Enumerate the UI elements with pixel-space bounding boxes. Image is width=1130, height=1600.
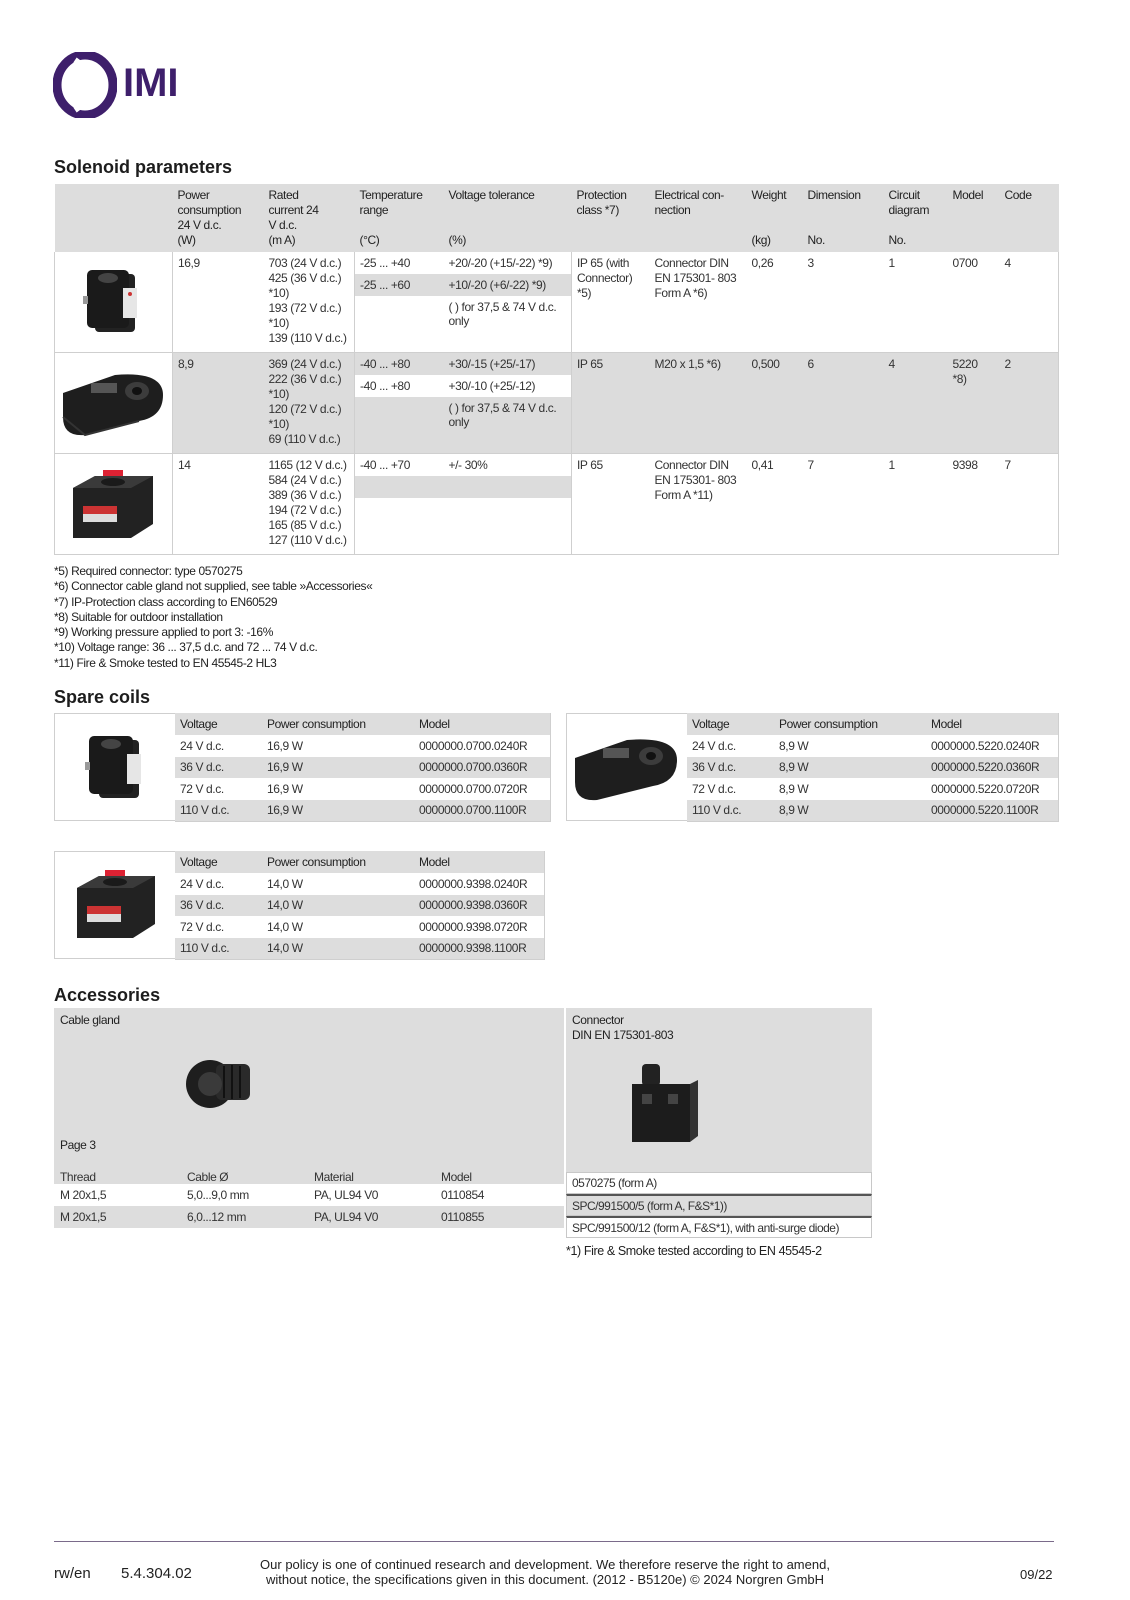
- solenoid-header-row: [55, 184, 1059, 252]
- row-0700-current: 703 (24 V d.c.) 425 (36 V d.c.) *10) 193 (72 V d.c.) *10) 139 (110 V d.c.): [264, 252, 355, 353]
- header-model: Model: [948, 184, 1000, 252]
- row-0700-dim: 3: [803, 252, 884, 353]
- spare-header-row: Voltage Power consumption Model: [687, 713, 1058, 735]
- imi-logo-mark-icon: [53, 52, 117, 118]
- table-row: 72 V d.c. 8,9 W 0000000.5220.0720R: [687, 778, 1058, 800]
- row-5220-power: 8,9: [173, 353, 264, 454]
- row-9398-power: 14: [173, 454, 264, 555]
- table-row: 72 V d.c. 14,0 W 0000000.9398.0720R: [175, 916, 544, 938]
- row-5220-code: 2: [1000, 353, 1059, 454]
- row-9398-elec: Connector DIN EN 175301- 803 Form A *11): [650, 454, 747, 555]
- row-9398-circ: 1: [884, 454, 948, 555]
- header-power: Power consumption 24 V d.c. (W): [173, 184, 264, 252]
- coil-9398-picture: [55, 454, 173, 550]
- table-row: 110 V d.c. 16,9 W 0000000.0700.1100R: [175, 800, 550, 822]
- footnote: *10) Voltage range: 36 ... 37,5 d.c. and 72 ... 74 V d.c.: [54, 640, 318, 655]
- table-row: M 20x1,5 5,0...9,0 mm PA, UL94 V0 0110854: [54, 1184, 564, 1206]
- connector-label: Connector DIN EN 175301-803: [572, 1013, 674, 1042]
- spare-coil-9398-image: [54, 851, 176, 959]
- row-9398-code: 7: [1000, 454, 1059, 555]
- cable-gland-label: Cable gland: [60, 1013, 120, 1027]
- row-5220-prot: IP 65: [572, 353, 650, 454]
- row-5220-dim: 6: [803, 353, 884, 454]
- row-5220-weight: 0,500: [747, 353, 803, 454]
- spare-coil-5220-image: [566, 713, 688, 821]
- row-9398-prot: IP 65: [572, 454, 650, 555]
- spare-coils-title: Spare coils: [54, 687, 151, 707]
- list-item: SPC/991500/12 (form A, F&S*1), with anti-surge diode): [566, 1216, 872, 1238]
- table-row: 24 V d.c. 16,9 W 0000000.0700.0240R: [175, 735, 550, 757]
- row-0700-power: 16,9: [173, 252, 264, 353]
- row-0700-weight: 0,26: [747, 252, 803, 353]
- list-item: 0570275 (form A): [566, 1172, 872, 1194]
- footer-doc-number: 5.4.304.02: [121, 1565, 192, 1582]
- footnote: *9) Working pressure applied to port 3: -16%: [54, 625, 273, 640]
- solenoid-coil-0700-image: [55, 252, 173, 353]
- row-0700-volt: +20/-20 (+15/-22) *9) +10/-20 (+6/-22) *9) ( ) for 37,5 & 74 V d.c. only: [444, 252, 572, 353]
- table-row: 110 V d.c. 14,0 W 0000000.9398.1100R: [175, 938, 544, 960]
- row-5220-model: 5220 *8): [948, 353, 1000, 454]
- row-5220-current: 369 (24 V d.c.) 222 (36 V d.c.) *10) 120 (72 V d.c.) *10) 69 (110 V d.c.): [264, 353, 355, 454]
- table-row: 110 V d.c. 8,9 W 0000000.5220.1100R: [687, 800, 1058, 822]
- row-9398-weight: 0,41: [747, 454, 803, 555]
- spare-header-row: Voltage Power consumption Model: [175, 713, 550, 735]
- spare-coil-5220-picture: [567, 714, 687, 820]
- spare-coils-table-0700: [54, 713, 550, 821]
- table-row: 36 V d.c. 8,9 W 0000000.5220.0360R: [687, 757, 1058, 779]
- row-5220-temp: -40 ... +80 -40 ... +80: [355, 353, 444, 454]
- table-row: 24 V d.c. 14,0 W 0000000.9398.0240R: [175, 873, 544, 895]
- row-5220-elec: M20 x 1,5 *6): [650, 353, 747, 454]
- solenoid-coil-5220-image: [55, 353, 173, 454]
- imi-logo-text: IMI: [123, 61, 179, 105]
- footnote: *8) Suitable for outdoor installation: [54, 609, 223, 624]
- footer-date: 09/22: [1020, 1567, 1053, 1582]
- solenoid-row-9398: [55, 454, 1059, 555]
- row-9398-temp: -40 ... +70: [355, 454, 444, 555]
- header-elec: Electrical con- nection: [650, 184, 747, 252]
- row-5220-volt: +30/-15 (+25/-17) +30/-10 (+25/-12) ( ) for 37,5 & 74 V d.c. only: [444, 353, 572, 454]
- header-weight: Weight (kg): [747, 184, 803, 252]
- row-0700-code: 4: [1000, 252, 1059, 353]
- table-row: 72 V d.c. 16,9 W 0000000.0700.0720R: [175, 778, 550, 800]
- header-code: Code: [1000, 184, 1059, 252]
- header-circ: Circuit diagram No.: [884, 184, 948, 252]
- row-0700-circ: 1: [884, 252, 948, 353]
- connector-panel: [566, 1008, 872, 1172]
- spare-coil-0700-picture: [55, 714, 175, 820]
- list-item: SPC/991500/5 (form A, F&S*1)): [566, 1194, 872, 1216]
- row-9398-model: 9398: [948, 454, 1000, 555]
- footer-policy: Our policy is one of continued research and development. We therefore reserve the right to amend, without notice, the specifications given in this document. (2012 - B5120e) © 2024 Norgren GmbH: [260, 1557, 830, 1587]
- connector-list: [566, 1172, 872, 1238]
- header-current: Rated current 24 V d.c. (m A): [264, 184, 355, 252]
- connector-picture: [628, 1058, 702, 1152]
- row-0700-temp: -25 ... +40 -25 ... +60: [355, 252, 444, 353]
- row-5220-circ: 4: [884, 353, 948, 454]
- coil-5220-picture: [55, 353, 173, 449]
- solenoid-parameters-title: Solenoid parameters: [54, 157, 233, 177]
- cable-gland-header-row: Thread Cable Ø Material Model: [54, 1168, 564, 1184]
- solenoid-coil-9398-image: [55, 454, 173, 555]
- table-row: 36 V d.c. 14,0 W 0000000.9398.0360R: [175, 895, 544, 917]
- spare-header-row: Voltage Power consumption Model: [175, 851, 544, 873]
- connector-footnote: *1) Fire & Smoke tested according to EN 45545-2: [566, 1244, 822, 1258]
- solenoid-parameters-table: [54, 184, 1059, 555]
- spare-coils-table-5220: [566, 713, 1058, 821]
- solenoid-footnotes: [54, 564, 372, 671]
- row-0700-elec: Connector DIN EN 175301- 803 Form A *6): [650, 252, 747, 353]
- cable-gland-table: [54, 1168, 564, 1228]
- footnote: *7) IP-Protection class according to EN60529: [54, 594, 278, 609]
- row-9398-current: 1165 (12 V d.c.) 584 (24 V d.c.) 389 (36 V d.c.) 194 (72 V d.c.) 165 (85 V d.c.) 127 (110 V d.c.): [264, 454, 355, 555]
- header-prot: Protection class *7): [572, 184, 650, 252]
- row-9398-volt: +/- 30%: [444, 454, 572, 555]
- header-temp: Temperature range (°C): [355, 184, 444, 252]
- solenoid-row-0700: [55, 252, 1059, 353]
- header-volt: Voltage tolerance (%): [444, 184, 572, 252]
- row-0700-model: 0700: [948, 252, 1000, 353]
- footnote: *6) Connector cable gland not supplied, see table »Accessories«: [54, 579, 373, 594]
- footnote: *11) Fire & Smoke tested to EN 45545-2 HL3: [54, 655, 277, 670]
- header-image: [55, 184, 173, 252]
- row-0700-prot: IP 65 (with Connector) *5): [572, 252, 650, 353]
- accessories-title: Accessories: [54, 985, 161, 1005]
- footer-divider: [54, 1541, 1054, 1542]
- page-label: Page 3: [60, 1138, 96, 1152]
- table-row: 36 V d.c. 16,9 W 0000000.0700.0360R: [175, 757, 550, 779]
- cable-gland-picture: [180, 1048, 260, 1114]
- cable-gland-panel: [54, 1008, 564, 1224]
- spare-coil-0700-image: [54, 713, 176, 821]
- table-row: 24 V d.c. 8,9 W 0000000.5220.0240R: [687, 735, 1058, 757]
- spare-coils-table-9398: [54, 851, 544, 959]
- spare-coil-9398-picture: [55, 852, 175, 958]
- footer-lang: rw/en: [54, 1565, 91, 1582]
- coil-0700-picture: [55, 252, 173, 348]
- row-9398-dim: 7: [803, 454, 884, 555]
- header-dim: Dimension No.: [803, 184, 884, 252]
- imi-logo: [53, 52, 203, 118]
- footnote: *5) Required connector: type 0570275: [54, 564, 243, 578]
- solenoid-row-5220: [55, 353, 1059, 454]
- table-row: M 20x1,5 6,0...12 mm PA, UL94 V0 0110855: [54, 1206, 564, 1228]
